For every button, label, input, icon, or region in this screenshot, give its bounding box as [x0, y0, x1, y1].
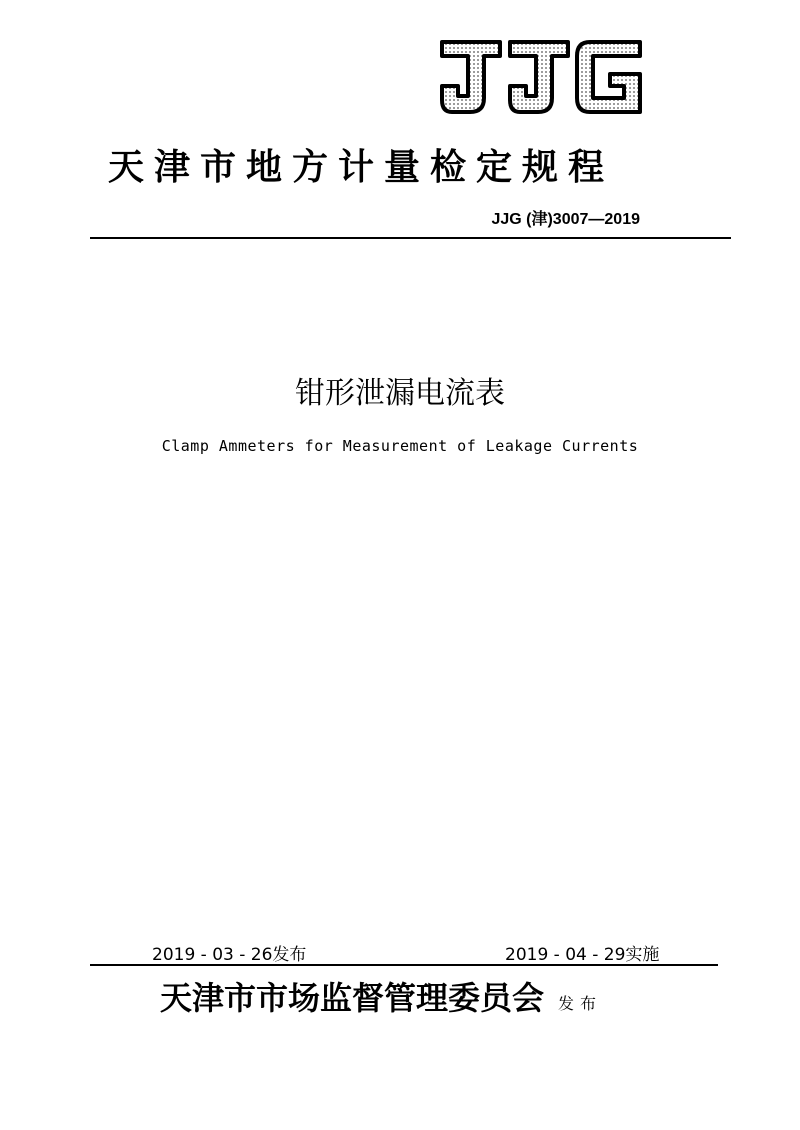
document-title-chinese: 钳形泄漏电流表 — [295, 376, 505, 411]
series-title: 天津市地方计量检定规程 — [108, 146, 615, 188]
bottom-divider — [90, 964, 718, 966]
document-title-english: Clamp Ammeters for Measurement of Leakage Currents — [161, 437, 639, 455]
issuer-line — [160, 973, 602, 1019]
logo-letter-j1 — [442, 42, 500, 112]
issuer-suffix: 发布 — [558, 994, 603, 1013]
logo-letter-g — [577, 42, 640, 112]
issue-date: 2019 - 03 - 26发布 — [152, 945, 307, 965]
issuer-name: 天津市市场监督管理委员会 — [160, 979, 545, 1017]
top-divider — [90, 237, 731, 239]
logo-letter-j2 — [510, 42, 568, 112]
jjg-logo — [440, 38, 645, 116]
implementation-date: 2019 - 04 - 29实施 — [505, 945, 660, 965]
document-code: JJG (津)3007—2019 — [491, 211, 640, 228]
